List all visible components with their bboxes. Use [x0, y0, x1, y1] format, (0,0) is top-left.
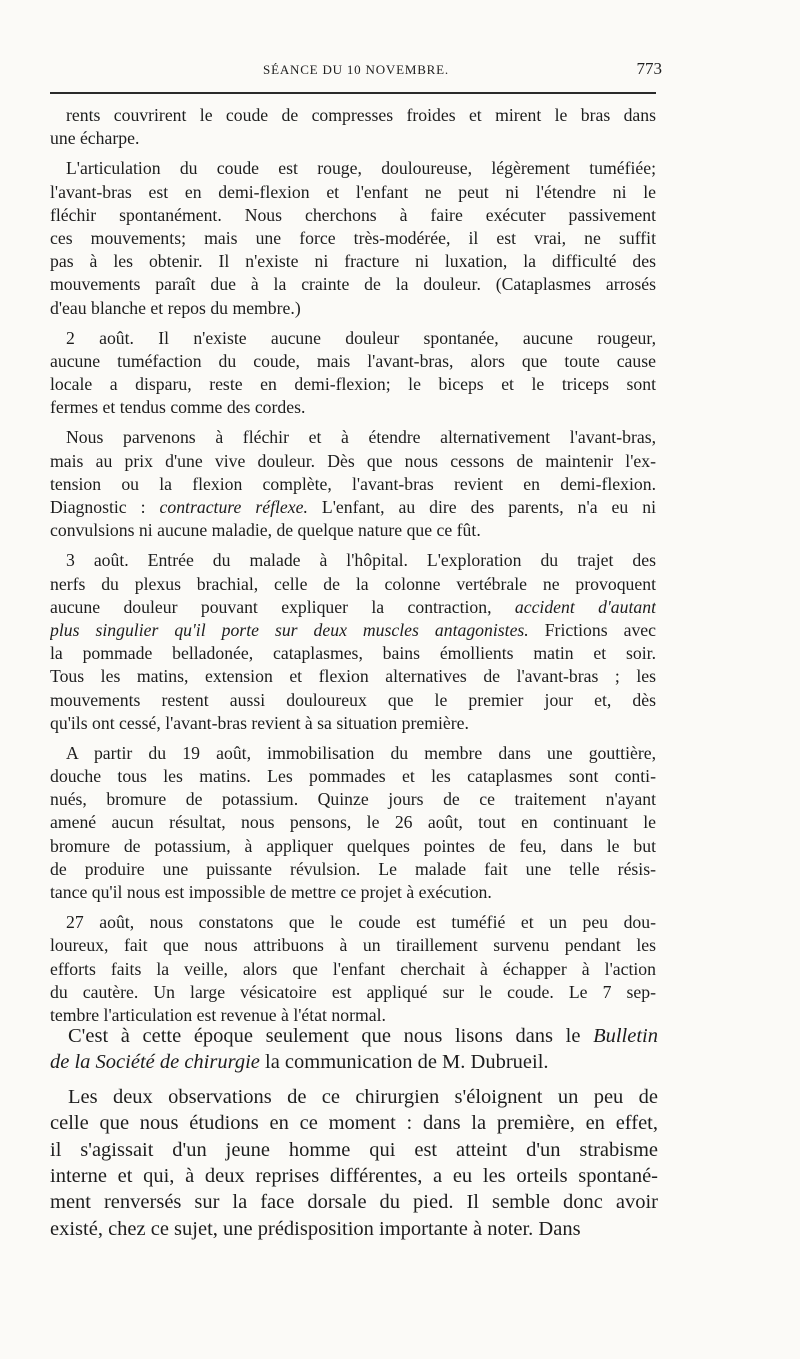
main-text — [50, 1023, 658, 1242]
text-line — [50, 958, 656, 981]
text-run: mouvements paraît due à la crainte de la douleur. (Cataplasmes arrosés — [50, 274, 656, 295]
text-run: celle que nous étudions en ce moment : dans la première, en effet, — [50, 1112, 658, 1135]
text-run: ment renversés sur la face dorsale du pied. Il semble donc avoir — [50, 1191, 658, 1214]
text-run: 27 août, nous constatons que le coude est tuméfié et un peu dou- — [66, 912, 656, 933]
text-run: locale a disparu, reste en demi-flexion; le biceps et le triceps sont — [50, 374, 656, 395]
text-run: mais au prix d'une vive douleur. Dès que nous cessons de maintenir l'ex- — [50, 450, 656, 471]
text-run: L'articulation du coude est rouge, douloureuse, légèrement tuméfiée; — [66, 158, 656, 179]
text-run: Les deux observations de ce chirurgien s'éloignent un peu de — [68, 1085, 658, 1108]
text-line — [50, 788, 656, 811]
text-run: loureux, fait que nous attribuons à un tiraillement survenu pendant les — [50, 935, 656, 956]
text-line — [50, 619, 656, 642]
text-line — [50, 1023, 658, 1049]
text-run: de produire une puissante révulsion. Le malade fait une telle résis- — [50, 858, 656, 879]
paragraph-gap — [50, 150, 656, 157]
text-run: pas à les obtenir. Il n'existe ni fracture ni luxation, la difficulté des — [50, 251, 656, 272]
text-line — [50, 104, 656, 127]
paragraph-gap — [50, 542, 656, 549]
observation-text — [50, 104, 656, 1027]
text-line — [50, 157, 656, 180]
italic-run: accident d'autant — [514, 596, 656, 617]
text-line — [50, 934, 656, 957]
text-run: tance qu'il nous est impossible de mettre ce projet à exécution. — [50, 882, 492, 902]
text-run: C'est à cette époque seulement que nous lisons dans le — [68, 1025, 594, 1047]
text-run: tembre l'articulation est revenue à l'état normal. — [50, 1004, 386, 1025]
text-run: amené aucun résultat, nous pensons, le 26 août, tout en continuant le — [50, 812, 656, 833]
paragraph-gap — [50, 419, 656, 426]
paragraph — [50, 1023, 658, 1076]
text-run: 3 août. Entrée du malade à l'hôpital. L'exploration du trajet des — [66, 550, 656, 571]
text-line — [50, 1049, 658, 1075]
text-run: tension ou la flexion complète, l'avant-bras revient en demi-flexion. — [50, 473, 656, 494]
page-number: 773 — [636, 59, 662, 78]
paragraph — [50, 104, 656, 150]
text-line — [50, 496, 656, 519]
text-line — [50, 765, 656, 788]
text-line — [50, 742, 656, 765]
text-run: fléchir spontanément. Nous cherchons à faire exécuter passivement — [50, 204, 656, 225]
text-run: 2 août. Il n'existe aucune douleur spontanée, aucune rougeur, — [66, 327, 656, 348]
text-run: douche tous les matins. Les pommades et les cataplasmes sont conti- — [50, 766, 656, 787]
text-line — [50, 519, 656, 542]
text-line — [50, 1110, 658, 1136]
text-line — [50, 396, 656, 419]
paragraph-gap — [50, 320, 656, 327]
text-run: Diagnostic : — [50, 497, 160, 517]
text-line — [50, 127, 656, 150]
italic-run: de la Société de chirurgie — [50, 1051, 260, 1074]
paragraph — [50, 549, 656, 735]
text-line — [50, 426, 656, 449]
paragraph — [50, 327, 656, 420]
text-line — [50, 858, 656, 881]
text-line — [50, 835, 656, 858]
text-line — [50, 273, 656, 296]
paragraph-gap — [50, 735, 656, 742]
text-line — [50, 250, 656, 273]
text-run: L'enfant, au dire des parents, n'a eu ni — [307, 497, 656, 517]
text-run: efforts faits la veille, alors que l'enfant cherchait à échapper à l'action — [50, 958, 656, 979]
text-run: bromure de potassium, à appliquer quelques pointes de feu, dans le but — [50, 835, 656, 856]
text-line — [50, 350, 656, 373]
text-line — [50, 181, 656, 204]
text-run: la pommade belladonée, cataplasmes, bains émollients matin et soir. — [50, 643, 656, 664]
text-line — [50, 1163, 658, 1189]
text-run: convulsions ni aucune maladie, de quelque nature que ce fût. — [50, 520, 481, 541]
text-run: ces mouvements; mais une force très-modérée, il est vrai, ne suffit — [50, 227, 656, 248]
text-run: nerfs du plexus brachial, celle de la colonne vertébrale ne provoquent — [50, 573, 656, 594]
text-run: rents couvrirent le coude de compresses froides et mirent le bras dans — [66, 105, 656, 125]
text-run: nués, bromure de potassium. Quinze jours de ce traitement n'ayant — [50, 789, 656, 810]
text-run: mouvements restent aussi douloureux que le premier jour et, dès — [50, 689, 656, 710]
paragraph — [50, 157, 656, 319]
text-line — [50, 712, 656, 735]
text-line — [50, 642, 656, 665]
header-rule — [50, 92, 656, 94]
text-line — [50, 373, 656, 396]
text-line — [50, 981, 656, 1004]
text-line — [50, 1189, 658, 1215]
text-line — [50, 665, 656, 688]
italic-run: Bulletin — [593, 1025, 658, 1047]
running-head — [50, 58, 662, 82]
text-run: Tous les matins, extension et flexion alternatives de l'avant-bras ; les — [50, 666, 656, 687]
text-run: Nous parvenons à fléchir et à étendre alternativement l'avant-bras, — [66, 427, 656, 448]
text-run: fermes et tendus comme des cordes. — [50, 397, 306, 418]
paragraph — [50, 426, 656, 542]
text-run: aucune douleur pouvant expliquer la contraction, — [50, 596, 515, 617]
text-line — [50, 227, 656, 250]
text-run: interne et qui, à deux reprises différentes, a eu les orteils spontané- — [50, 1164, 658, 1187]
running-title: SÉANCE DU 10 NOVEMBRE. — [263, 62, 449, 77]
text-line — [50, 573, 656, 596]
text-run: d'eau blanche et repos du membre.) — [50, 297, 301, 318]
text-line — [50, 204, 656, 227]
text-line — [50, 450, 656, 473]
text-run: il s'agissait d'un jeune homme qui est atteint d'un strabisme — [50, 1138, 658, 1161]
paragraph-gap — [50, 1076, 658, 1084]
text-line — [50, 327, 656, 350]
paragraph-gap — [50, 904, 656, 911]
text-line — [50, 1084, 658, 1110]
text-run: Frictions avec — [528, 619, 656, 640]
text-run: l'avant-bras est en demi-flexion et l'enfant ne peut ni l'étendre ni le — [50, 181, 656, 202]
text-run: A partir du 19 août, immobilisation du membre dans une gouttière, — [66, 742, 656, 763]
text-line — [50, 596, 656, 619]
paragraph — [50, 742, 656, 904]
text-line — [50, 1137, 658, 1163]
paragraph — [50, 911, 656, 1027]
text-run: une écharpe. — [50, 128, 140, 149]
text-line — [50, 811, 656, 834]
text-line — [50, 297, 656, 320]
paragraph — [50, 1084, 658, 1242]
text-line — [50, 549, 656, 572]
text-line — [50, 473, 656, 496]
text-run: aucune tuméfaction du coude, mais l'avant-bras, alors que toute cause — [50, 350, 656, 371]
text-run: du cautère. Un large vésicatoire est appliqué sur le coude. Le 7 sep- — [50, 981, 656, 1002]
text-line — [50, 911, 656, 934]
text-line — [50, 689, 656, 712]
text-run: qu'ils ont cessé, l'avant-bras revient à sa situation première. — [50, 712, 469, 733]
text-line — [50, 881, 656, 904]
text-run: la communication de M. Dubrueil. — [259, 1051, 549, 1074]
text-line — [50, 1216, 658, 1242]
text-run: existé, chez ce sujet, une prédisposition importante à noter. Dans — [50, 1217, 581, 1240]
italic-run: plus singulier qu'il porte sur deux muscles antagonistes. — [50, 619, 529, 640]
italic-run: contracture réflexe. — [159, 497, 308, 517]
